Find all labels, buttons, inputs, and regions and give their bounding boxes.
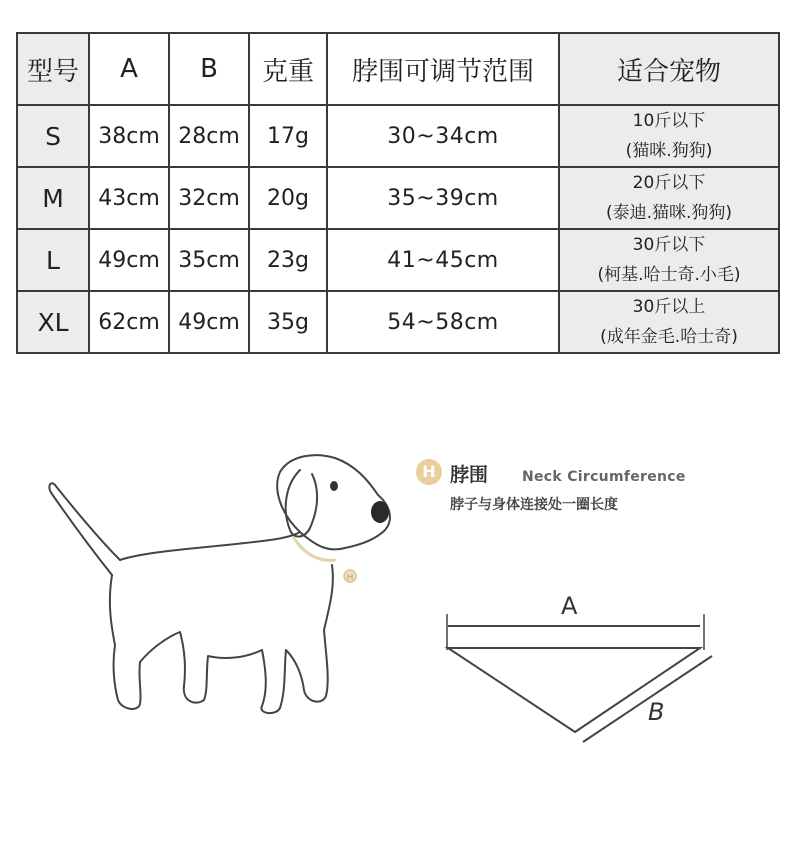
fit-line-1: 20斤以下: [632, 173, 706, 193]
weight-cell: 20g: [249, 167, 327, 229]
header-size: 型号: [17, 33, 89, 105]
size-cell: S: [17, 105, 89, 167]
header-neck-range: 脖围可调节范围: [327, 33, 559, 105]
dimension-a-label: A: [561, 592, 578, 620]
h-logo-icon: H: [416, 459, 442, 485]
fit-line-1: 30斤以下: [632, 235, 706, 255]
dog-ear: [286, 470, 317, 537]
size-cell: XL: [17, 291, 89, 353]
b-cell: 32cm: [169, 167, 249, 229]
fit-line-2: (成年金毛.哈士奇): [600, 327, 738, 347]
dimension-b-label: B: [648, 698, 665, 726]
fit-line-1: 30斤以上: [632, 297, 706, 317]
size-cell: M: [17, 167, 89, 229]
weight-cell: 23g: [249, 229, 327, 291]
b-cell: 28cm: [169, 105, 249, 167]
bandana-diagram: [447, 614, 712, 742]
header-a: A: [89, 33, 169, 105]
range-cell: 35~39cm: [327, 167, 559, 229]
fit-line-2: (猫咪.狗狗): [625, 141, 713, 161]
neck-title-cn: 脖围: [450, 464, 489, 486]
dog-tail: [49, 483, 120, 575]
b-cell: 49cm: [169, 291, 249, 353]
neck-title-en: Neck Circumference: [522, 469, 686, 485]
dog-illustration: [49, 455, 389, 713]
weight-cell: 35g: [249, 291, 327, 353]
header-weight: 克重: [249, 33, 327, 105]
range-cell: 41~45cm: [327, 229, 559, 291]
b-cell: 35cm: [169, 229, 249, 291]
dog-eye: [330, 481, 338, 491]
header-b: B: [169, 33, 249, 105]
fit-line-2: (泰迪.猫咪.狗狗): [605, 203, 733, 223]
a-cell: 43cm: [89, 167, 169, 229]
dog-nose: [371, 501, 389, 523]
fit-line-1: 10斤以下: [632, 111, 706, 131]
size-cell: L: [17, 229, 89, 291]
header-suitable-pet: 适合宠物: [559, 33, 779, 105]
a-cell: 49cm: [89, 229, 169, 291]
dog-body: [110, 532, 333, 713]
fit-line-2: (柯基.哈士奇.小毛): [597, 265, 741, 285]
neck-description: 脖子与身体连接处一圈长度: [450, 497, 618, 513]
a-cell: 38cm: [89, 105, 169, 167]
collar-tag-letter: H: [346, 573, 354, 583]
a-cell: 62cm: [89, 291, 169, 353]
range-cell: 54~58cm: [327, 291, 559, 353]
range-cell: 30~34cm: [327, 105, 559, 167]
weight-cell: 17g: [249, 105, 327, 167]
